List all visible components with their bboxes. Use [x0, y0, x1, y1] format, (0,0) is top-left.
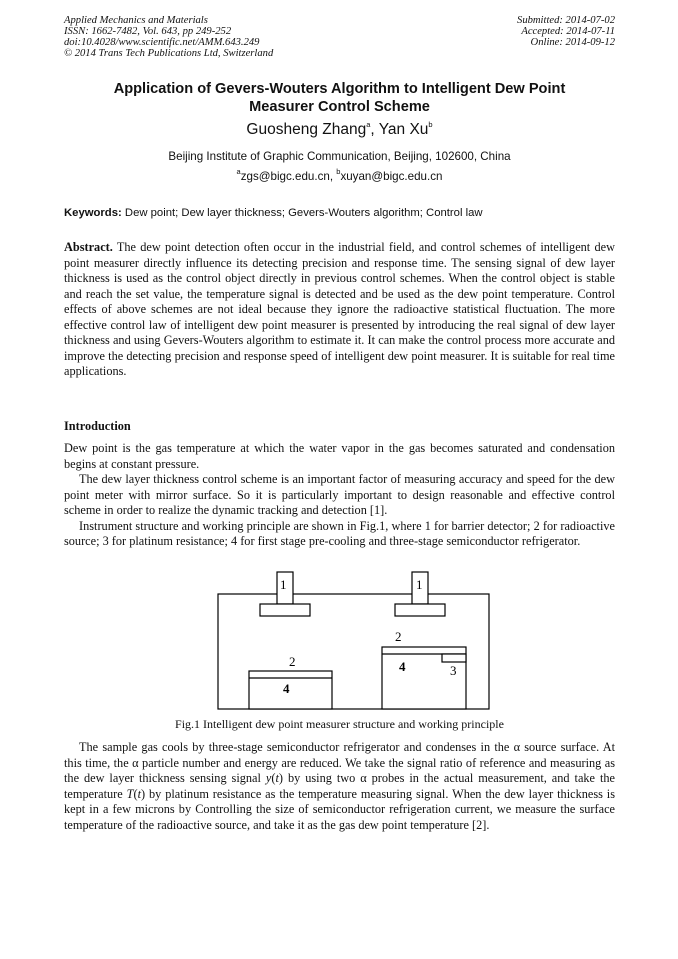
paragraph: The sample gas cools by three-stage semiconductor refrigerator and condenses in the α source surface. At this time, the α particle number and energy are reduced. We take the signal ratio of reference and measuring as the dew layer thickness sensing signal y(t) by using two α probes in the actual measurement, and take the temperature T(t) by platinum resistance as the temperature measuring signal. When the dew layer thickness is kept in a few microns by Controlling the size of semiconductor refrigeration current, we measure the surface temperature of the radioactive source, and take it as the gas dew point temperature [2]. [64, 740, 615, 832]
keywords-line [64, 206, 615, 220]
abstract-paragraph [64, 240, 615, 380]
text-run: by platinum resistance as the temperature measuring signal. When the dew layer thickness is kept in a few microns by Controlling the size of semiconductor refrigeration current, we measure the surface temperature of the radioactive source, and take it as the gas dew point temperature [2]. [64, 786, 615, 832]
title-line-2: Measurer Control Scheme [249, 99, 430, 115]
section-heading-introduction: Introduction [64, 419, 131, 433]
paragraph: Dew point is the gas temperature at which the water vapor in the gas becomes saturated and condensation begins at constant pressure. [64, 441, 615, 471]
label-2-right: 2 [395, 629, 402, 644]
symbol-t: t [137, 786, 141, 801]
email-b-mark: b [336, 167, 341, 177]
doi-line: doi:10.4028/www.scientific.net/AMM.643.249 [64, 37, 260, 48]
label-1-right: 1 [416, 577, 423, 592]
abstract-label: Abstract. [64, 240, 113, 254]
author-2: Yan Xu [378, 121, 429, 138]
author-emails [64, 167, 615, 184]
author-1-affil-mark: a [366, 119, 371, 129]
figure-caption: Fig.1 Intelligent dew point measurer structure and working principle [175, 717, 504, 731]
structure-diagram [217, 565, 491, 713]
paragraph: Instrument structure and working principle are shown in Fig.1, where 1 for barrier detector; 2 for radioactive source; 3 for platinum resistance; 4 for first stage pre-cooling and three-stage semiconductor refrigerator. [64, 518, 615, 548]
figure-1 [217, 565, 491, 718]
keywords-label: Keywords: [64, 207, 122, 219]
introduction-body [64, 441, 615, 550]
refrigerator-left [249, 671, 332, 709]
label-4-right: 4 [399, 659, 406, 674]
dates-info [517, 15, 615, 48]
author-2-affil-mark: b [428, 119, 433, 129]
email-a-mark: a [236, 167, 241, 177]
affiliation: Beijing Institute of Graphic Communication, Beijing, 102600, China [168, 150, 511, 163]
detector-plate-right [395, 604, 445, 616]
journal-info [64, 15, 273, 59]
copyright-line: © 2014 Trans Tech Publications Ltd, Switzerland [64, 48, 274, 59]
keywords-text: Dew point; Dew layer thickness; Gevers-Wouters algorithm; Control law [121, 207, 483, 219]
email-b[interactable]: xuyan@bigc.edu.cn [340, 170, 443, 183]
label-2-left: 2 [289, 654, 296, 669]
label-1-left: 1 [280, 577, 287, 592]
label-4-left: 4 [283, 681, 290, 696]
author-list [64, 121, 615, 139]
journal-name: Applied Mechanics and Materials [64, 15, 208, 26]
title-line-1: Application of Gevers-Wouters Algorithm to Intelligent Dew Point [113, 81, 566, 97]
symbol-t: t [275, 771, 279, 785]
issn-line: ISSN: 1662-7482, Vol. 643, pp 249-252 [64, 26, 232, 37]
text-run: The sample gas cools by three-stage semiconductor refrigerator and condenses in the α source surface. At this time, the α particle number and energy are reduced. We take the signal ratio of reference and measuring as the dew layer thickness sensing signal [64, 740, 615, 785]
submitted-date: Submitted: 2014-07-02 [517, 15, 615, 26]
body-paragraphs [64, 740, 615, 833]
symbol-T: T [126, 786, 134, 801]
symbol-y: y [265, 771, 272, 785]
email-a[interactable]: zgs@bigc.edu.cn, [240, 170, 337, 183]
platinum-resistance [442, 654, 466, 662]
author-1: Guosheng Zhang [246, 121, 367, 138]
accepted-date: Accepted: 2014-07-11 [521, 26, 615, 37]
detector-plate-left [260, 604, 310, 616]
label-3: 3 [450, 663, 457, 678]
author-separator: , [370, 121, 379, 138]
paragraph: The dew layer thickness control scheme is an important factor of measuring accuracy and speed for the dew point meter with mirror surface. So it is particularly important to design reasonable and effective control scheme in order to realize the dynamic tracking and detection [1]. [64, 472, 615, 517]
paper-title [64, 80, 615, 116]
text-run: by using two α probes in the actual measurement, and take the temperature [64, 771, 615, 801]
abstract-text: The dew point detection often occur in the industrial field, and control schemes of intelligent dew point measurer directly influence its detecting precision and response time. The sensing signal of dew layer thickness is used as the control object directly in previous control schemes. When the control object is stable and reach the set value, the temperature signal is detected and be used as the dew point temperature. Control effects of above schemes are not ideal because they ignore the radioactive statistical fluctuation. The more effective control law of intelligent dew point measurer is presented by introducing the real signal of dew layer thickness and using Gevers-Wouters algorithm to estimate it. It can make the control process more accurate and improve the detecting precision and response speed of intelligent dew point measurer. It is suitable for real time applications. [64, 240, 615, 378]
online-date: Online: 2014-09-12 [530, 37, 615, 48]
